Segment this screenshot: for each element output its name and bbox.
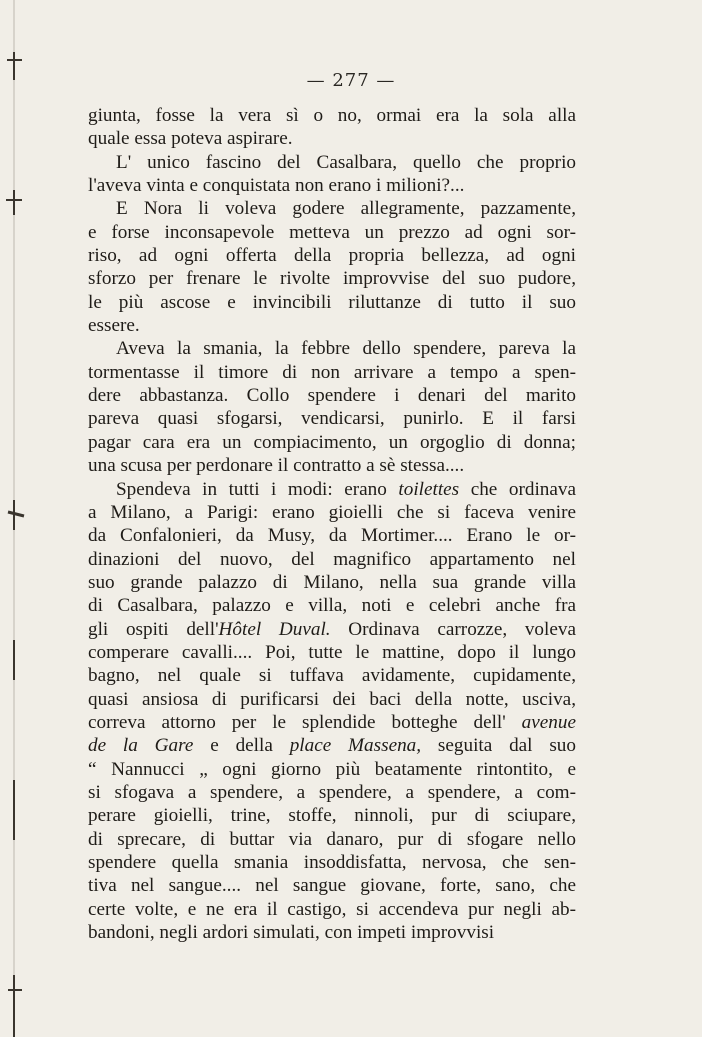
page-number: — 277 — bbox=[306, 70, 396, 91]
text-line: una scusa per perdonare il contratto a sè stessa.... bbox=[88, 455, 465, 477]
text-run: gli ospiti dell' bbox=[88, 618, 219, 640]
text-line: spendere quella smania insoddisfatta, nervosa, che sen- bbox=[88, 852, 576, 873]
body-text bbox=[88, 104, 576, 944]
text-line: giunta, fosse la vera sì o no, ormai era la sola alla bbox=[88, 105, 576, 126]
text-run: correva attorno per le splendide botteghe dell' bbox=[88, 711, 522, 733]
text-line: e forse inconsapevole metteva un prezzo ad ogni sor- bbox=[88, 221, 576, 243]
text-line: quasi ansiosa di purificarsi dei baci della notte, usciva, bbox=[88, 688, 576, 710]
italic-text: de la Gare bbox=[88, 735, 194, 757]
text-run: Spendeva in tutti i modi: erano bbox=[116, 478, 399, 500]
text-line: di Casalbara, palazzo e villa, noti e celebri anche fra bbox=[88, 595, 576, 617]
text-line: riso, ad ogni offerta della propria bellezza, ad ogni bbox=[88, 245, 576, 267]
text-line: dere abbastanza. Collo spendere i denari del marito bbox=[88, 385, 576, 407]
text-line: l'aveva vinta e conquistata non erano i milioni?... bbox=[88, 175, 465, 197]
text-line: “ Nannucci „ ogni giorno più beatamente rintontito, e bbox=[88, 758, 576, 780]
text-run: seguita dal suo bbox=[421, 735, 576, 757]
text-line: si sfogava a spendere, a spendere, a spendere, a com- bbox=[88, 781, 576, 803]
text-run: Ordinava carrozze, voleva bbox=[330, 618, 576, 640]
text-line: suo grande palazzo di Milano, nella sua grande villa bbox=[88, 571, 576, 593]
text-line: sforzo per frenare le rivolte improvvise del suo pudore, bbox=[88, 268, 576, 290]
text-line: quale essa poteva aspirare. bbox=[88, 128, 293, 150]
text-line: dinazioni del nuovo, del magnifico appartamento nel bbox=[88, 548, 576, 570]
text-line bbox=[88, 618, 576, 641]
text-line bbox=[88, 478, 576, 501]
text-line: E Nora li voleva godere allegramente, pazzamente, bbox=[116, 198, 576, 220]
text-line: le più ascose e invincibili riluttanze di tutto il suo bbox=[88, 291, 576, 313]
text-line: bandoni, negli ardori simulati, con impeti improvvisi bbox=[88, 922, 495, 944]
text-line: perare gioielli, trine, stoffe, ninnoli, pur di sciupare, bbox=[88, 805, 576, 827]
text-line: L' unico fascino del Casalbara, quello che proprio bbox=[116, 151, 576, 173]
text-line: essere. bbox=[88, 315, 140, 337]
italic-text: Hôtel Duval. bbox=[218, 618, 331, 640]
text-line: certe volte, e ne era il castigo, si accendeva pur negli ab- bbox=[88, 898, 576, 920]
text-line: Aveva la smania, la febbre dello spendere, pareva la bbox=[116, 338, 576, 360]
text-run: e della bbox=[193, 735, 290, 757]
text-line: bagno, nel quale si tuffava avidamente, cupidamente, bbox=[88, 665, 576, 687]
italic-text: place Massena, bbox=[289, 735, 422, 757]
italic-text: toilettes bbox=[398, 478, 460, 500]
text-line bbox=[88, 734, 576, 757]
text-line: da Confalonieri, da Musy, da Mortimer.... Erano le or- bbox=[88, 525, 576, 547]
text-line: a Milano, a Parigi: erano gioielli che si faceva venire bbox=[88, 501, 576, 523]
text-line bbox=[88, 711, 576, 734]
italic-text: avenue bbox=[521, 711, 576, 733]
text-line: comperare cavalli.... Poi, tutte le mattine, dopo il lungo bbox=[88, 641, 576, 663]
page-edge-marks bbox=[0, 0, 40, 1037]
text-line: tormentasse il timore di non arrivare a tempo a spen- bbox=[88, 361, 576, 383]
text-line: di sprecare, di buttar via danaro, pur di sfogare nello bbox=[88, 828, 576, 850]
text-line: pareva quasi sfogarsi, vendicarsi, punirlo. E il farsi bbox=[88, 408, 576, 430]
text-line: tiva nel sangue.... nel sangue giovane, forte, sano, che bbox=[88, 875, 576, 897]
text-line: pagar cara era un compiacimento, un orgoglio di donna; bbox=[88, 431, 576, 453]
text-run: che ordinava bbox=[459, 478, 576, 500]
